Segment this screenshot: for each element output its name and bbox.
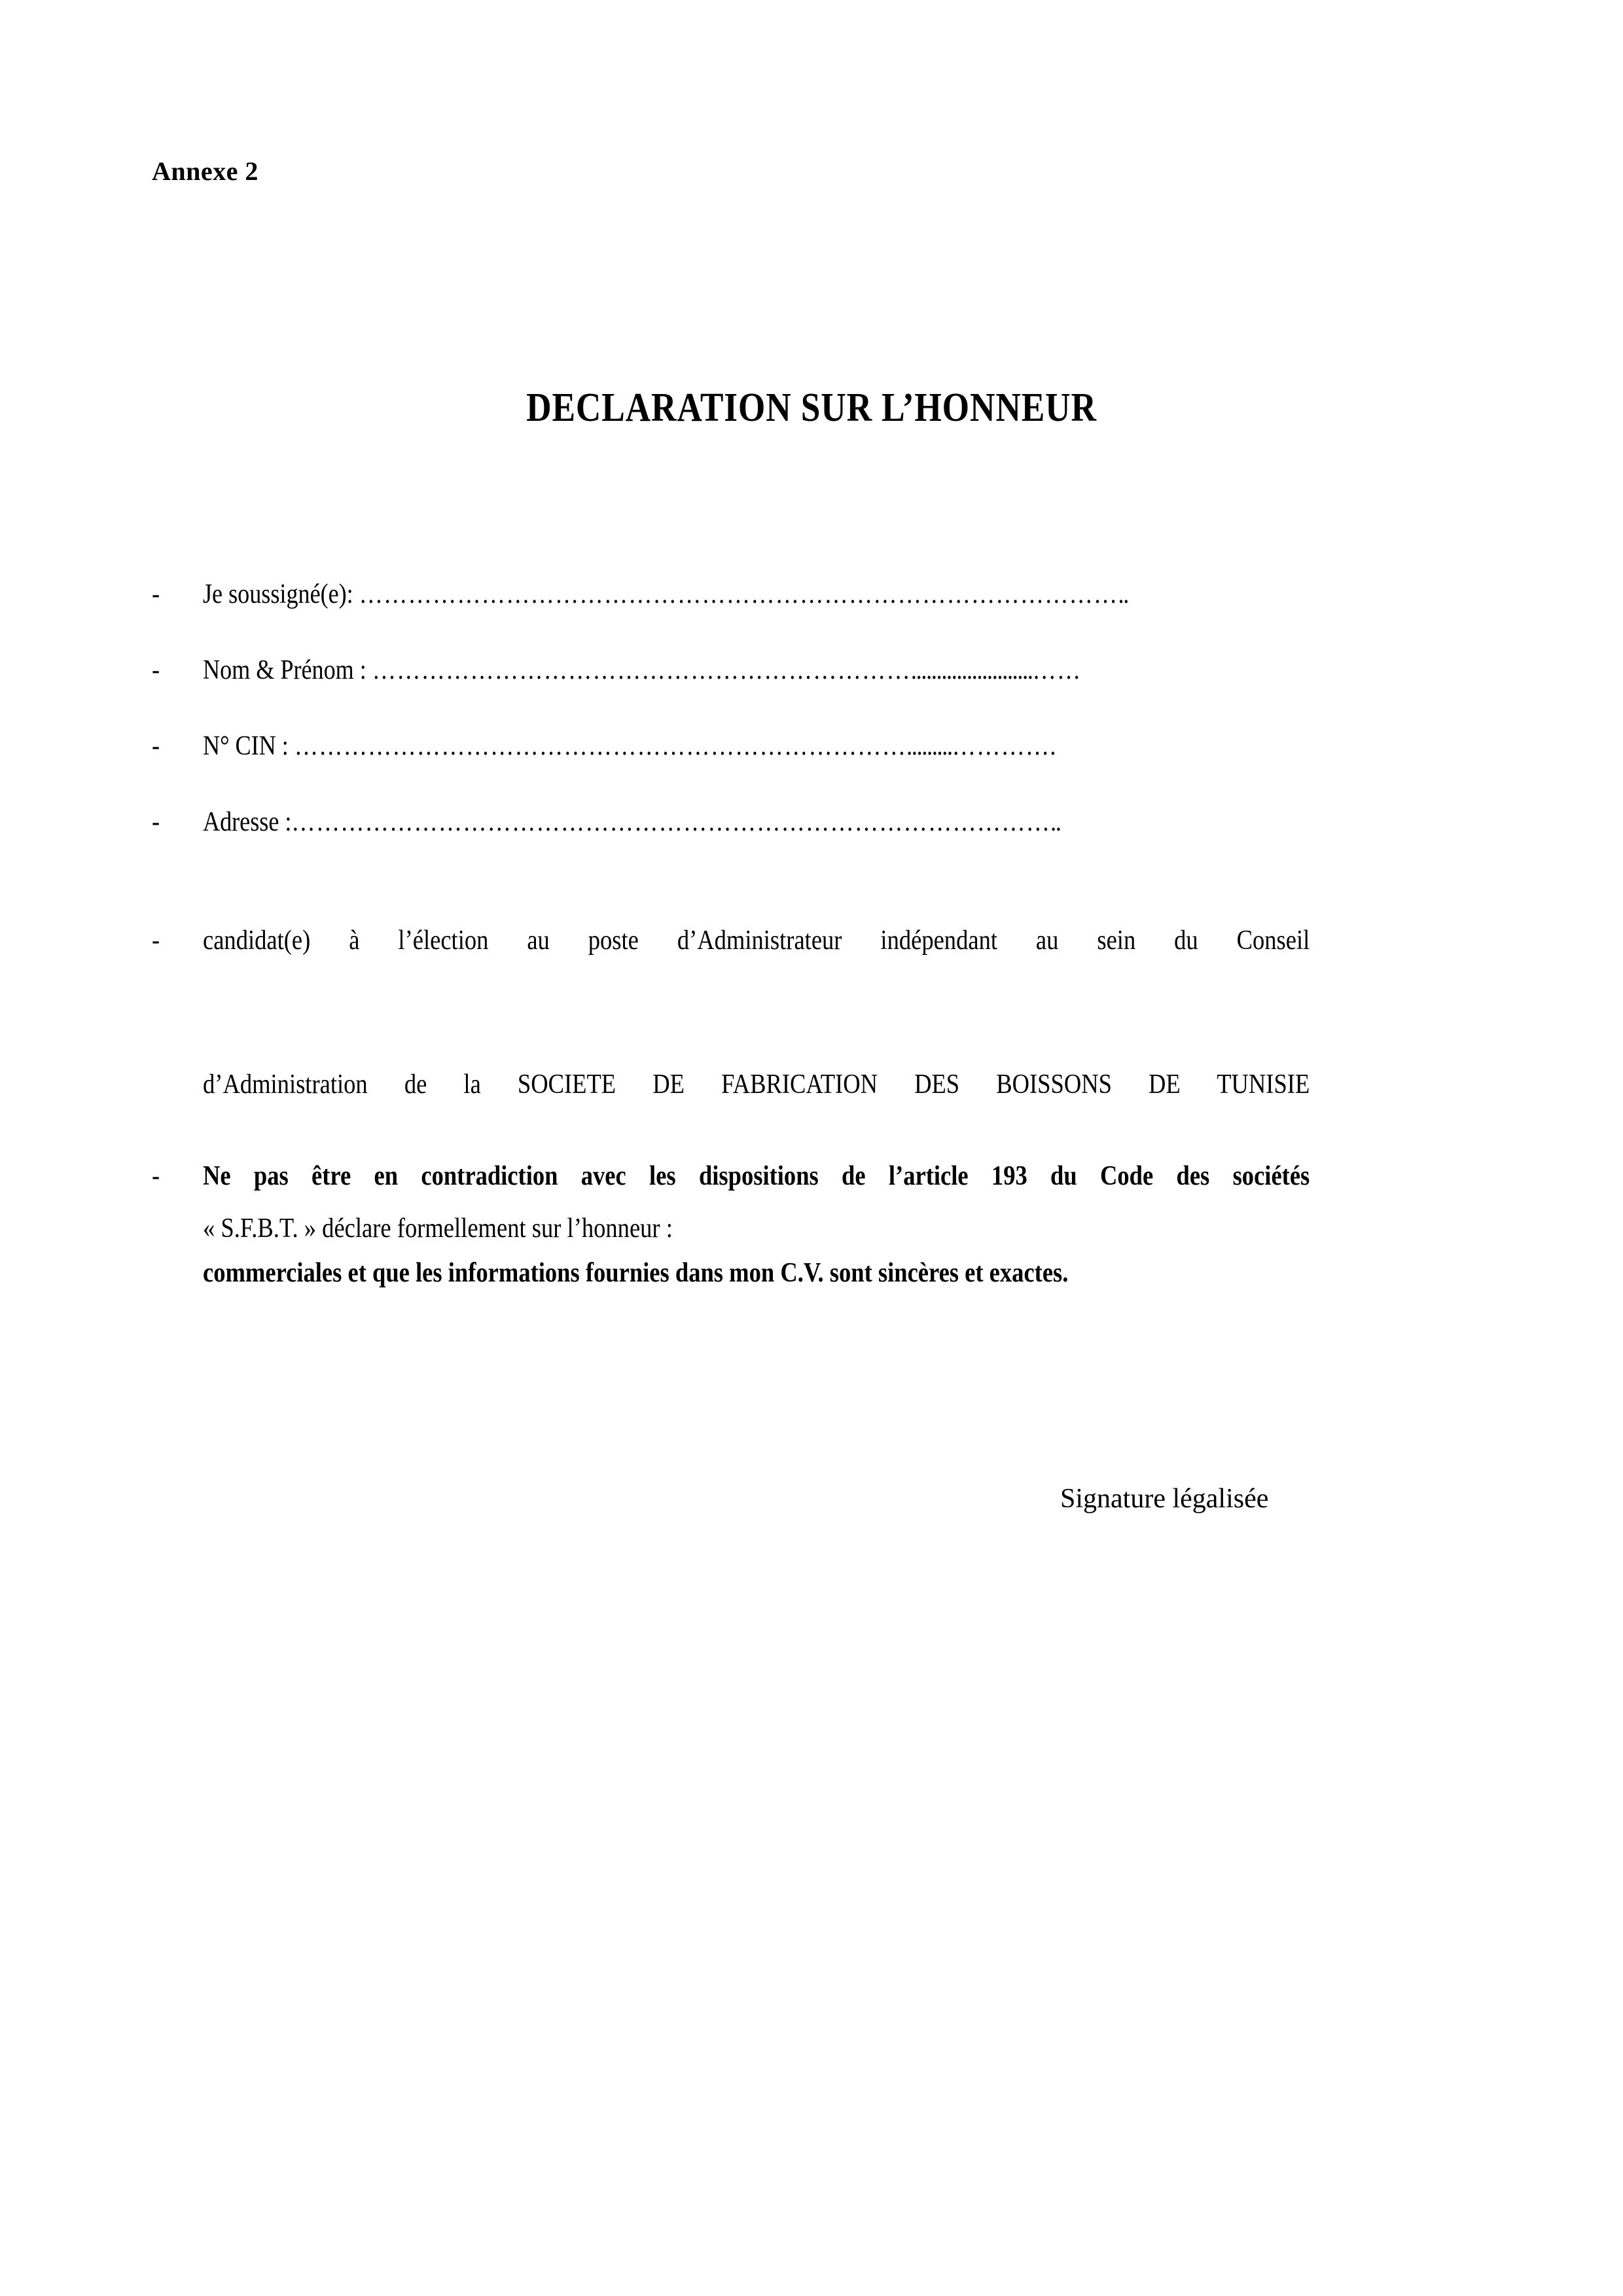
field-row-adresse [152, 804, 1461, 880]
field-line [203, 728, 1285, 764]
bullet-marker: - [152, 925, 160, 956]
signature-note: Signature légalisée [1060, 1484, 1269, 1514]
dot-leader[interactable]: ………………………………………………………………………………… [291, 807, 1051, 837]
field-line [203, 576, 1285, 613]
dot-leader-tight[interactable]: .. [1050, 807, 1061, 837]
candidacy-line-1: candidat(e) à l’élection au poste d’Administrateur indépendant au sein du Conseil [203, 925, 1310, 956]
sworn-line-2: commerciales et que les informations fournies dans mon C.V. sont sincères et exactes. [203, 1258, 1069, 1288]
field-label-soussigne: Je soussigné(e): [203, 579, 359, 609]
candidacy-line-2: d’Administration de la SOCIETE DE FABRICATION DES BOISSONS DE TUNISIE [203, 1069, 1310, 1100]
sworn-statement-block [152, 1152, 1475, 1297]
sworn-statement-row [152, 1152, 1475, 1297]
dot-leader[interactable]: ………………………………………………………… [372, 655, 911, 685]
declarant-fields [152, 576, 1461, 880]
candidacy-line-3: « S.F.B.T. » déclare formellement sur l’honneur : [203, 1213, 673, 1244]
field-label-nom-prenom: Nom & Prénom : [203, 655, 372, 685]
dot-leader-suffix[interactable]: …… [1032, 655, 1082, 685]
dot-leader-suffix[interactable]: …………. [952, 731, 1057, 761]
bullet-marker: - [152, 655, 160, 685]
field-label-cin: N° CIN : [203, 731, 294, 761]
sworn-line-1: Ne pas être en contradiction avec les dispositions de l’article 193 du Code des sociétés [203, 1161, 1310, 1191]
dot-leader-tight[interactable]: .. [1118, 579, 1128, 609]
field-row-nom-prenom [152, 652, 1461, 728]
bullet-marker: - [152, 807, 160, 837]
dot-leader[interactable]: ………………………………………………………………… [294, 731, 907, 761]
bullet-marker: - [152, 579, 160, 609]
bullet-marker: - [152, 1161, 160, 1191]
sworn-statement-text [203, 1152, 1310, 1297]
field-line [203, 652, 1285, 689]
annexe-label: Annexe 2 [152, 156, 259, 186]
field-row-cin [152, 728, 1461, 804]
field-row-soussigne [152, 576, 1461, 652]
dot-leader[interactable]: ………………………………………………………………………………… [359, 579, 1118, 609]
field-line [203, 804, 1285, 840]
dot-leader-tight[interactable]: ........................ [910, 655, 1033, 685]
page-title: DECLARATION SUR L’HONNEUR [526, 386, 1097, 430]
dot-leader-tight[interactable]: ......... [906, 731, 952, 761]
field-label-adresse: Adresse : [203, 807, 292, 837]
bullet-marker: - [152, 731, 160, 761]
